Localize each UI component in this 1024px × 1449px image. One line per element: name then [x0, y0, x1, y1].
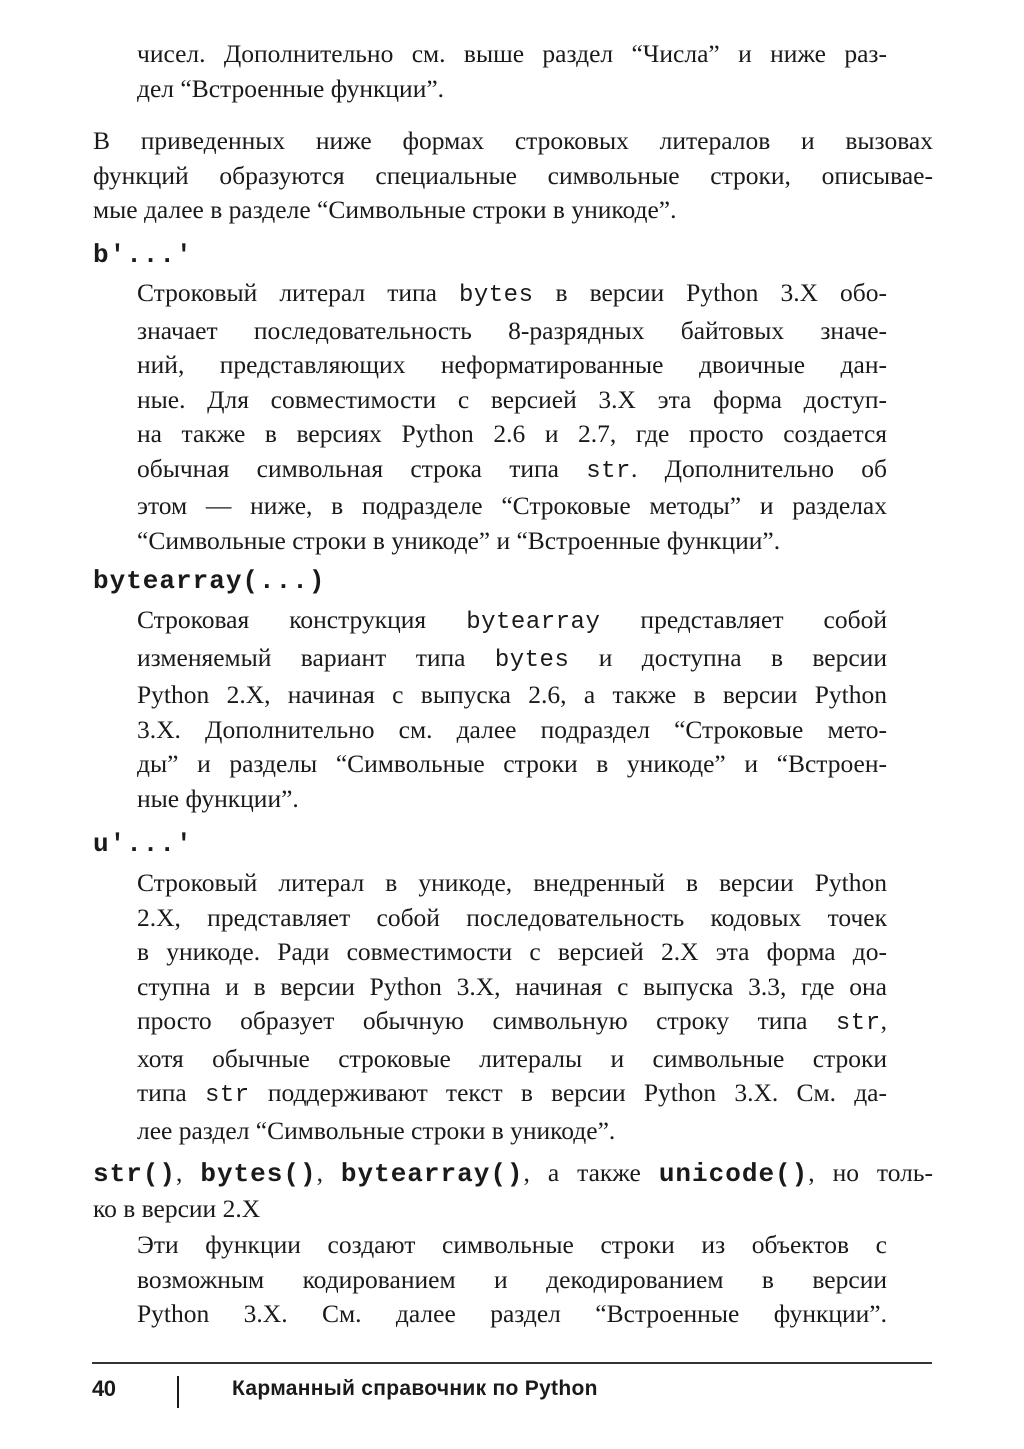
intro-paragraph — [137, 37, 887, 106]
function-name: bytearray() — [340, 1159, 524, 1189]
inline-code: str — [204, 1082, 250, 1109]
u-literal-description-line-3: в уникоде. Ради совместимости с версией 2.X эта форма до- — [137, 937, 887, 966]
bytearray-description-line-1: Строковая конструкция bytearray представляет собой — [137, 605, 887, 636]
u-literal-description-line-7: типа str поддерживают текст в версии Python 3.X. См. да- — [137, 1078, 887, 1109]
bytearray-description — [137, 603, 887, 816]
inline-code: bytes — [494, 646, 570, 674]
functions-description — [137, 1228, 887, 1332]
b-literal-description-line-4: ные. Для совместимости с версией 3.X эта форма доступ- — [137, 384, 887, 414]
b-literal-description-line-8: “Символьные строки в уникоде” и “Встроенные функции”. — [137, 525, 781, 555]
u-literal-description-line-4: ступна и в версии Python 3.X, начиная с выпуска 3.3, где она — [137, 971, 887, 1001]
footer-rule — [92, 1362, 932, 1364]
functions-heading-line-2: ко в версии 2.X — [93, 1193, 261, 1223]
function-name: str() — [93, 1159, 177, 1189]
term-u-literal: u'...' — [93, 829, 193, 859]
function-name: bytes() — [200, 1159, 317, 1189]
inline-code: bytes — [458, 282, 534, 309]
u-literal-description-line-2: 2.X, представляет собой последовательность кодовых точек — [137, 902, 887, 932]
bytearray-description-line-6: ные функции”. — [137, 783, 299, 813]
running-footer-title: Карманный справочник по Python — [232, 1377, 598, 1400]
inline-code: str — [586, 457, 631, 485]
u-literal-description-line-5: просто образует обычную символьную строку типа str, — [137, 1006, 887, 1037]
forms-paragraph-line-3: мые далее в разделе “Символьные строки в уникоде”. — [93, 195, 677, 224]
functions-heading-line-1: str(), bytes(), bytearray(), а также unicode(), но толь- — [93, 1158, 933, 1189]
term-b-literal: b'...' — [93, 240, 193, 270]
u-literal-description — [137, 866, 887, 1148]
term-bytearray: bytearray(...) — [93, 566, 326, 596]
b-literal-description-line-7: этом — ниже, в подразделе “Строковые методы” и разделах — [137, 491, 887, 520]
bytearray-description-line-5: ды” и разделы “Символьные строки в уникоде” и “Встроен- — [137, 749, 887, 778]
b-literal-description-line-2: значает последовательность 8-разрядных байтовых значе- — [137, 315, 887, 345]
functions-description-line-1: Эти функции создают символьные строки из объектов с — [137, 1230, 887, 1259]
u-literal-description-line-1: Строковый литерал в уникоде, внедренный в версии Python — [137, 868, 887, 897]
forms-paragraph-line-2: функций образуются специальные символьные строки, описывае- — [93, 160, 933, 190]
b-literal-description-line-5: на также в версиях Python 2.6 и 2.7, где просто создается — [137, 419, 887, 448]
u-literal-description-line-8: лее раздел “Символьные строки в уникоде”. — [137, 1115, 616, 1145]
bytearray-description-line-4: 3.X. Дополнительно см. далее подраздел “Строковые мето- — [137, 714, 887, 744]
inline-code: str — [835, 1010, 881, 1037]
bytearray-description-line-3: Python 2.X, начиная с выпуска 2.6, а также в версии Python — [137, 680, 887, 709]
forms-paragraph — [93, 124, 933, 228]
page-number: 40 — [92, 1376, 116, 1401]
forms-paragraph-line-1: В приведенных ниже формах строковых литералов и вызовах — [93, 126, 933, 155]
intro-paragraph-line-2: дел “Встроенные функции”. — [137, 73, 445, 103]
functions-description-line-2: возможным кодированием и декодированием в версии — [137, 1264, 887, 1294]
footer-separator — [177, 1376, 179, 1408]
b-literal-description-line-6: обычная символьная строка типа str. Дополнительно об — [137, 453, 887, 485]
inline-code: bytearray — [466, 609, 601, 636]
b-literal-description-line-1: Строковый литерал типа bytes в версии Python 3.X обо- — [137, 278, 887, 309]
bytearray-description-line-2: изменяемый вариант типа bytes и доступна в версии — [137, 642, 887, 674]
functions-heading — [93, 1156, 933, 1226]
u-literal-description-line-6: хотя обычные строковые литералы и символьные строки — [137, 1043, 887, 1073]
functions-description-line-3: Python 3.X. См. далее раздел “Встроенные функции”. — [137, 1299, 887, 1328]
intro-paragraph-line-1: чисел. Дополнительно см. выше раздел “Числа” и ниже раз- — [137, 39, 887, 68]
b-literal-description-line-3: ний, представляющих неформатированные двоичные дан- — [137, 350, 887, 379]
function-name: unicode() — [658, 1159, 809, 1189]
b-literal-description — [137, 276, 887, 558]
